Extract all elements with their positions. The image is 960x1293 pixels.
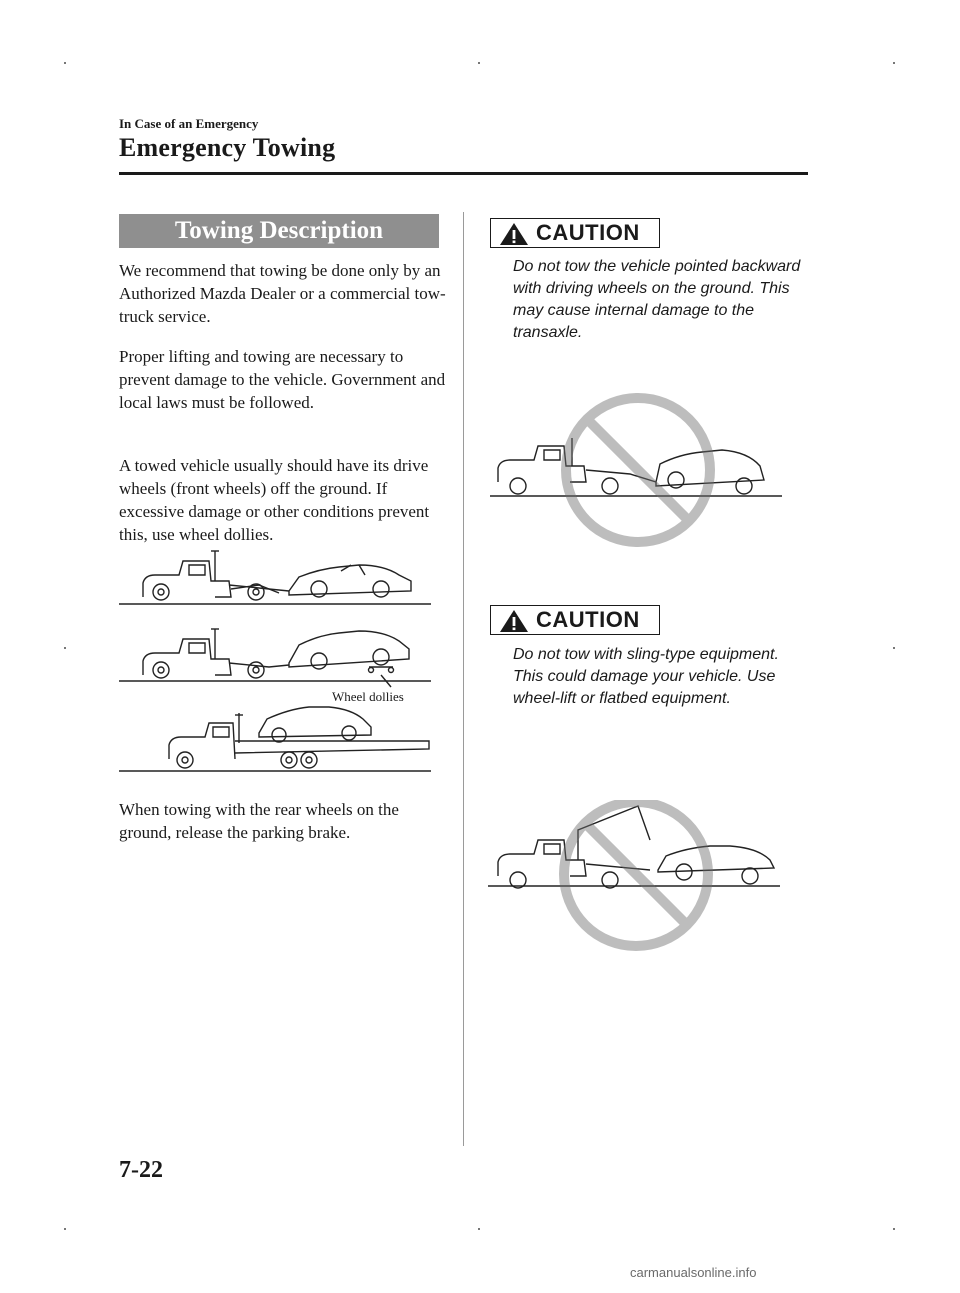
page-title: Emergency Towing: [119, 133, 336, 162]
prohibited-sling-tow-illustration: [488, 800, 788, 960]
warning-triangle-icon: [499, 222, 529, 246]
section-banner: Towing Description: [119, 214, 439, 248]
prohibited-backward-tow-figure: [490, 390, 790, 550]
paragraph-dealer: We recommend that towing be done only by an Authorized Mazda Dealer or a commercial tow-truck service.: [119, 261, 446, 326]
caution-box-backward-tow: [490, 218, 660, 248]
crop-mark: [893, 647, 895, 649]
warning-triangle-icon: [499, 609, 529, 633]
crop-mark: [64, 647, 66, 649]
crop-mark: [893, 62, 895, 64]
paragraph-parking-brake: When towing with the rear wheels on the ground, release the parking brake.: [119, 800, 399, 842]
caution-label: CAUTION: [536, 220, 640, 245]
prohibited-backward-tow-illustration: [490, 390, 790, 550]
paragraph-lifting: Proper lifting and towing are necessary to prevent damage to the vehicle. Government and local laws must be followed.: [119, 347, 446, 412]
column-divider: [463, 212, 464, 1146]
flatbed-tow-illustration: [119, 707, 431, 771]
caution-label: CAUTION: [536, 607, 640, 632]
header-rule: [119, 172, 808, 175]
page-number: 7-22: [119, 1157, 163, 1183]
crop-mark: [893, 1228, 895, 1230]
crop-mark: [478, 62, 480, 64]
wheel-dollies-label: Wheel dollies: [332, 689, 404, 704]
section-label: In Case of an Emergency: [119, 116, 259, 131]
crop-mark: [64, 62, 66, 64]
prohibited-sling-tow-figure: [488, 800, 788, 960]
crop-mark: [478, 1228, 480, 1230]
paragraph-drive-wheels: A towed vehicle usually should have its drive wheels (front wheels) off the ground. If excessive damage or other conditions prevent this, use wheel dollies.: [119, 456, 430, 544]
footer-watermark[interactable]: carmanualsonline.info: [630, 1265, 757, 1280]
tow-methods-illustration: [119, 545, 439, 777]
crop-mark: [64, 1228, 66, 1230]
wheel-dollies-tow-illustration: [119, 629, 431, 687]
wheel-lift-tow-illustration: [119, 551, 431, 604]
caution-text-sling-tow: Do not tow with sling-type equipment. This could damage your vehicle. Use wheel-lift or flatbed equipment.: [513, 646, 779, 707]
caution-box-sling-tow: [490, 605, 660, 635]
tow-methods-figure: [119, 545, 439, 777]
caution-text-backward-tow: Do not tow the vehicle pointed backward with driving wheels on the ground. This may cause internal damage to the transaxle.: [513, 258, 801, 341]
